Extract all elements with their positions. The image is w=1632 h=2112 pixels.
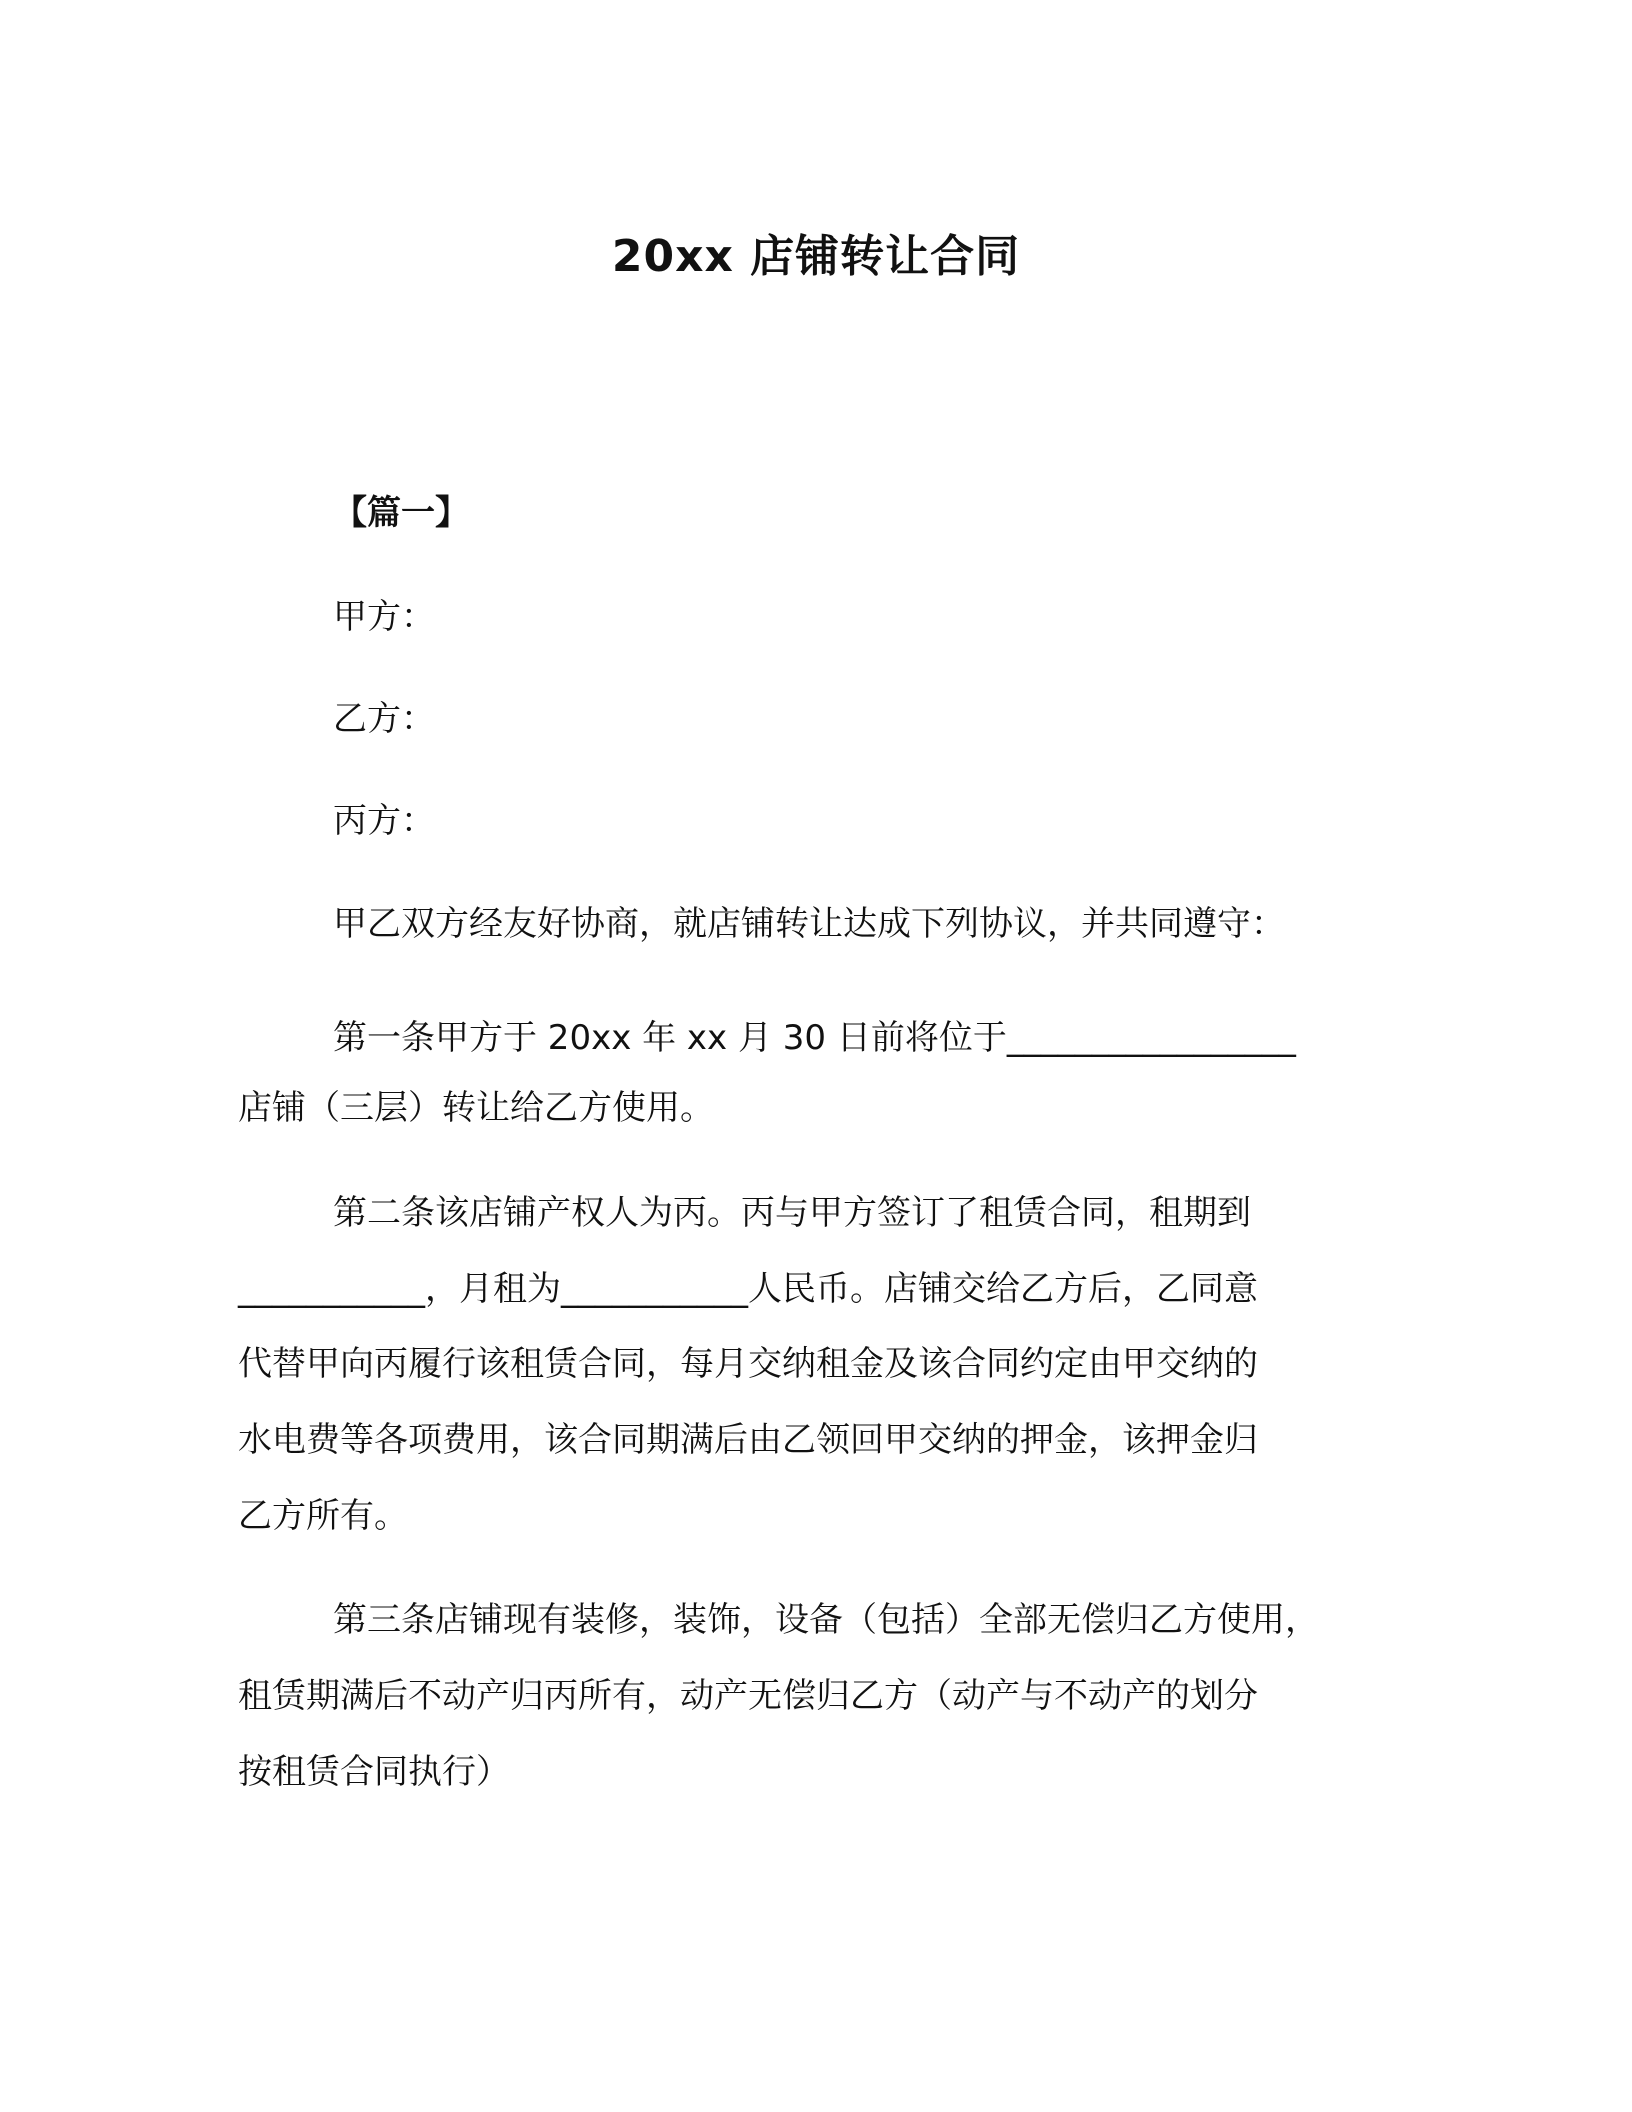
section-heading: 【篇一】 <box>333 493 469 533</box>
article-1-line-2: 店铺（三层）转让给乙方使用。 <box>238 1088 714 1128</box>
party-c-label: 丙方： <box>333 801 435 841</box>
article-3-line-3: 按租赁合同执行） <box>238 1752 510 1792</box>
article-2-line-2: ___________，月租为___________人民币。店铺交给乙方后，乙同意 <box>238 1269 1258 1309</box>
article-3-line-2: 租赁期满后不动产归丙所有，动产无偿归乙方（动产与不动产的划分 <box>238 1676 1258 1716</box>
preamble-paragraph: 甲乙双方经友好协商，就店铺转让达成下列协议，并共同遵守： <box>333 904 1285 944</box>
article-2-line-3: 代替甲向丙履行该租赁合同，每月交纳租金及该合同约定由甲交纳的 <box>238 1344 1258 1384</box>
party-b-label: 乙方： <box>333 699 435 739</box>
article-3-line-1: 第三条店铺现有装修，装饰，设备（包括）全部无偿归乙方使用， <box>333 1600 1319 1640</box>
article-2-line-5: 乙方所有。 <box>238 1496 408 1536</box>
document-title: 20xx 店铺转让合同 <box>611 231 1021 282</box>
article-2-line-1: 第二条该店铺产权人为丙。丙与甲方签订了租赁合同，租期到 <box>333 1193 1251 1233</box>
article-1-line-1: 第一条甲方于 20xx 年 xx 月 30 日前将位于_________________ <box>333 1018 1296 1058</box>
article-2-line-4: 水电费等各项费用，该合同期满后由乙领回甲交纳的押金，该押金归 <box>238 1420 1258 1460</box>
party-a-label: 甲方： <box>333 597 435 637</box>
